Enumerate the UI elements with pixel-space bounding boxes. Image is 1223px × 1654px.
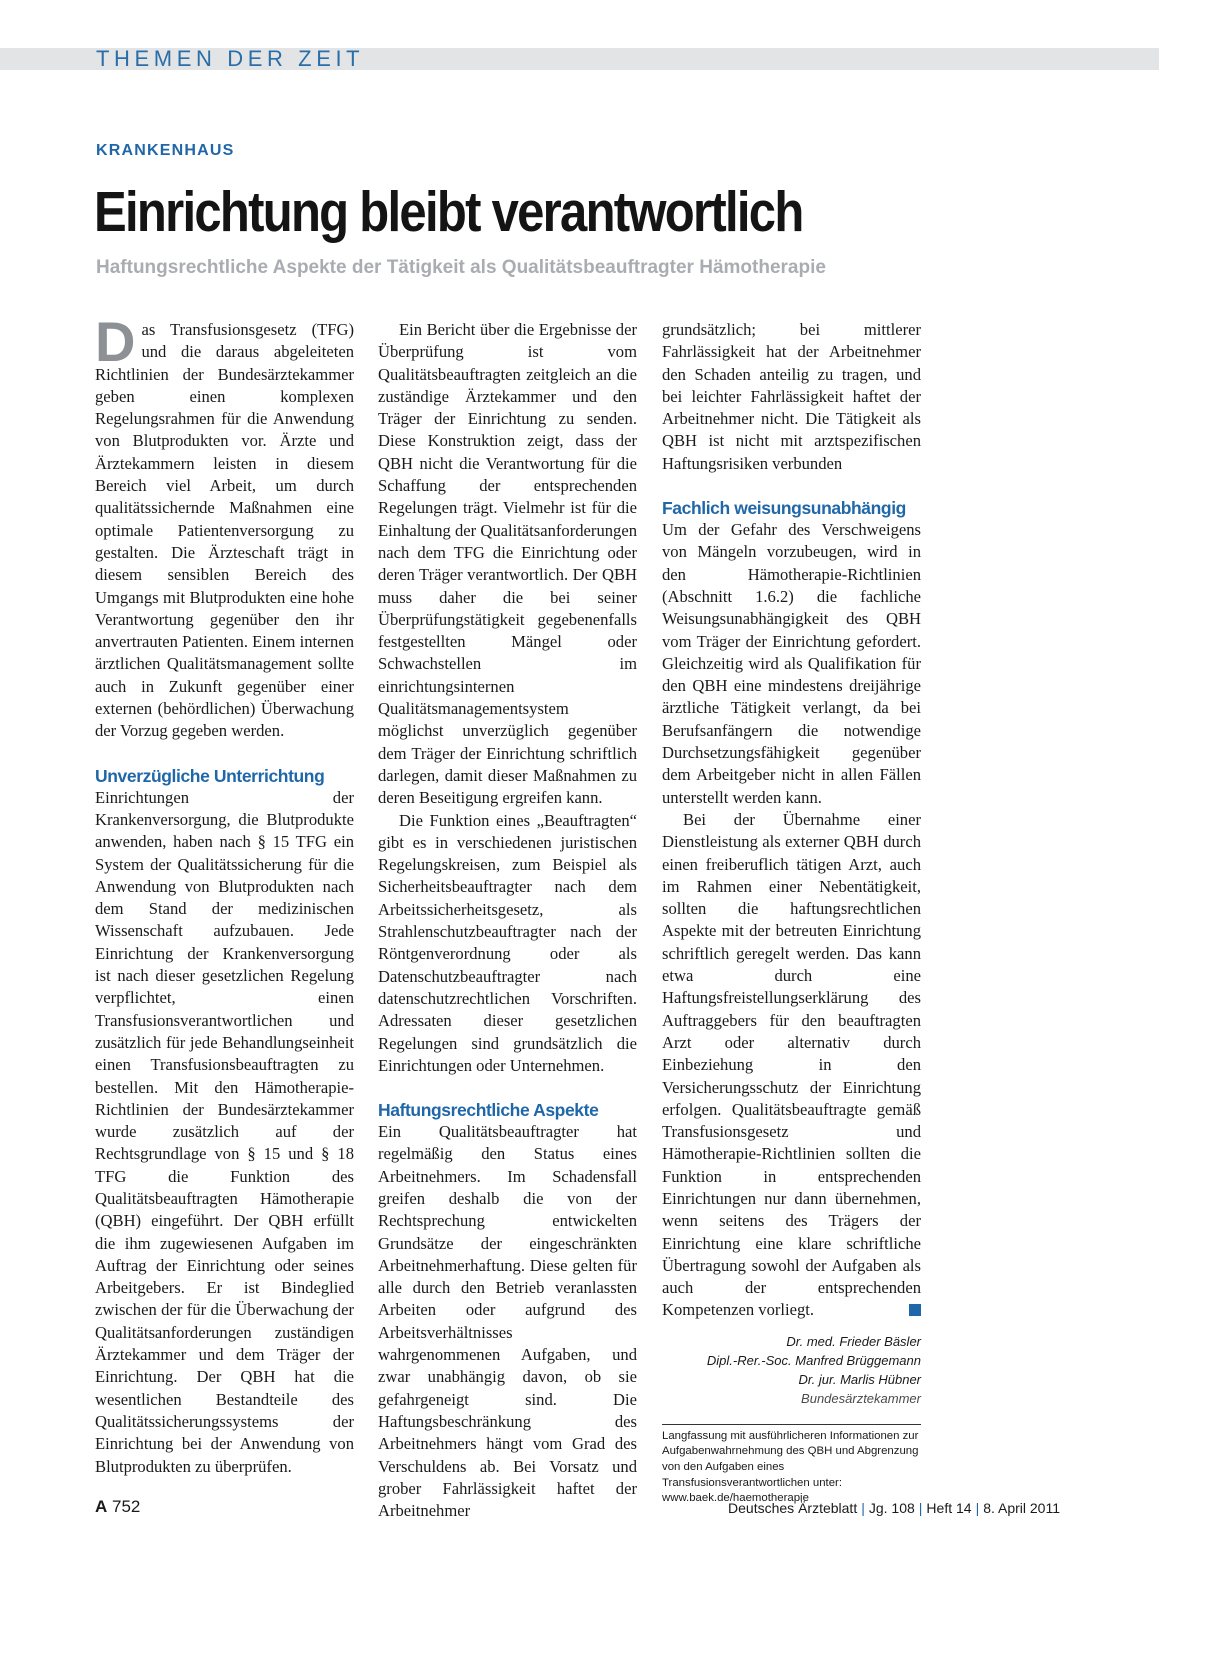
separator: | [975,1500,980,1516]
author-name: Dr. med. Frieder Bäsler [786,1333,921,1349]
journal-footer [728,1500,1060,1516]
journal-volume: Jg. 108 [868,1500,915,1516]
body-paragraph: Einrichtungen der Krankenversorgung, die Blutprodukte anwenden, haben nach § 15 TFG ein System der Qualitätssicherung für die Anwendung von Blutprodukten nach dem Stand der medizinischen Wissenschaft aufzubauen. Jede Einrichtung der Krankenversorgung ist nach dieser gesetzlichen Regelung verpflichtet, einen Transfusionsverantwortlichen und zusätzlich für jede Behandlungseinheit einen Transfusionsbeauftragten zu bestellen. Mit den Hämotherapie-Richtlinien der Bundesärztekammer wurde zusätzlich auf der Rechtsgrundlage von § 15 und § 18 TFG die Funktion des Qualitätsbeauftragten Hämotherapie (QBH) eingeführt. Der QBH erfüllt die ihm zugewiesenen Aufgaben im Auftrag der Einrichtung oder seines Arbeitgebers. Er ist Bindeglied zwischen der für die Überwachung der Qualitätsanforderungen zuständigen Ärztekammer und dem Träger der Einrichtung. Der QBH hat die wesentlichen Bestandteile des Qualitätssicherungssystems der Einrichtung bei der Anwendung von Blutprodukten zu überprüfen. [95,787,354,1476]
journal-date: 8. April 2011 [983,1500,1060,1516]
drop-cap: D [95,310,136,373]
subheading-weisung: Fachlich weisungsunabhängig [662,498,906,519]
section-label: THEMEN DER ZEIT [96,46,365,71]
intro-paragraph [95,310,354,743]
page-number-value: 752 [112,1497,141,1516]
subheading-unterrichtung: Unverzügliche Unterrichtung [95,765,325,786]
intro-text: as Transfusionsgesetz (TFG) und die daraus abgeleiteten Richtlinien der Bundesärztekammer geben einen komplexen Regelungsrahmen für die Anwendung von Blutprodukten vor. Ärzte und Ärztekammern leisten in diesem Bereich viel Arbeit, um durch qualitätssichernde Maßnahmen eine optimale Patientenversorgung zu gestalten. Die Ärzteschaft trägt in diesem sensiblen Bereich des Umgangs mit Blutprodukten eine hohe Verantwortung gegenüber den ihr anvertrauten Patienten. Einem internen ärztlichen Qualitätsmanagement sollte auch in Zukunft gegenüber einer externen (behördlichen) Überwachung der Vorzug gegeben werden. [95,320,354,741]
footnote-box: Langfassung mit ausführlicheren Informationen zur Aufgabenwahrnehmung des QBH und Abgrenzung von den Aufgaben eines Transfusionsverantwortlichen unter: www.baek.de/haemotherapie [662,1424,921,1507]
body-paragraph: Ein Qualitätsbeauftragter hat regelmäßig den Status eines Arbeitnehmers. Im Schadensfall greifen deshalb die von der Rechtsprechung entwickelten Grundsätze der eingeschränkten Arbeitnehmerhaftung. Diese gelten für alle durch den Betrieb veranlassten Arbeiten oder aufgrund des Arbeitsverhältnisses wahrgenommenen Aufgaben, und zwar unabhängig davon, ob sie gefahrgeneigt sind. Die Haftungsbeschränkung des Arbeitnehmers hängt vom Grad des Verschuldens ab. Bei Vorsatz und grober Fahrlässigkeit haftet der Arbeitnehmer [378,1122,637,1521]
closing-text: Bei der Übernahme einer Dienstleistung als externer QBH durch einen freiberuflich tätigen Arzt, auch im Rahmen einer Nebentätigkeit, sollten die haftungsrechtlichen Aspekte mit der betreuten Einrichtung schriftlich geregelt werden. Das kann etwa durch eine Haftungsfreistellungserklärung des Auftraggebers für den beauftragten Arzt oder alternativ durch Einbeziehung in den Versicherungsschutz der Einrichtung erfolgen. Qualitätsbeauftragte gemäß Transfusionsgesetz und Hämotherapie-Richtlinien sollten die Funktion in entsprechenden Einrichtungen nur dann übernehmen, wenn seitens des Trägers der Einrichtung eine klare schriftliche Übertragung sowohl der Aufgaben als auch der entsprechenden Kompetenzen vorliegt. [662,809,921,1320]
page-number [95,1497,140,1517]
body-paragraph: Die Funktion eines „Beauftragten“ gibt es in verschiedenen juristischen Regelungskreisen, zum Beispiel als Sicherheitsbeauftragter nach dem Arbeitssicherheitsgesetz, als Strahlenschutzbeauftragter nach der Röntgenverordnung oder als Datenschutzbeauftragter nach datenschutzrechtlichen Vorschriften. Adressaten dieser gesetzlichen Regelungen sind grundsätzlich die Einrichtungen oder Unternehmen. [378,810,637,1075]
end-mark-icon [909,1304,921,1316]
article-column-2 [378,319,637,1522]
separator: | [918,1500,923,1516]
article-column-3 [662,319,921,1507]
closing-paragraph [662,809,921,1322]
article-column-1 [95,310,354,1478]
article-kicker: KRANKENHAUS [96,142,235,159]
article-subheadline: Haftungsrechtliche Aspekte der Tätigkeit als Qualitätsbeauftragter Hämotherapie [96,257,826,278]
body-paragraph: grundsätzlich; bei mittlerer Fahrlässigkeit hat der Arbeitnehmer den Schaden anteilig zu tragen, und bei leichter Fahrlässigkeit haftet der Arbeitnehmer nicht. Die Tätigkeit als QBH ist nicht mit arztspezifischen Haftungsrisiken verbunden [662,320,921,473]
author-name: Dr. jur. Marlis Hübner [798,1371,921,1387]
author-block [662,1332,921,1408]
body-paragraph: Ein Bericht über die Ergebnisse der Überprüfung ist vom Qualitätsbeauftragten zeitgleich an die zuständige Ärztekammer und den Träger der Einrichtung zu senden. Diese Konstruktion zeigt, dass der QBH nicht die Verantwortung für die Schaffung der entsprechenden Regelungen trägt. Vielmehr ist für die Einhaltung der Qualitätsanforderungen nach dem TFG die Einrichtung oder deren Träger verantwortlich. Der QBH muss daher die bei seiner Überprüfungstätigkeit gegebenenfalls festgestellten Mängel oder Schwachstellen im einrichtungsinternen Qualitätsmanagementsystem möglichst unverzüglich gegenüber dem Träger der Einrichtung schriftlich darlegen, damit dieser Maßnahmen zu deren Beseitigung ergreifen kann. [378,320,637,808]
journal-name: Deutsches Ärzteblatt [728,1500,858,1516]
page-prefix: A [95,1497,108,1516]
author-organization: Bundesärztekammer [801,1390,921,1406]
separator: | [861,1500,865,1516]
body-paragraph: Um der Gefahr des Verschweigens von Mängeln vorzubeugen, wird in den Hämotherapie-Richtlinien (Abschnitt 1.6.2) die fachliche Weisungsunabhängigkeit des QBH vom Träger der Einrichtung gefordert. Gleichzeitig wird als Qualifikation für den QBH eine mindestens dreijährige ärztliche Tätigkeit verlangt, da bei Berufsanfängern die notwendige Durchsetzungsfähigkeit gegenüber dem Arbeitgeber nicht in allen Fällen unterstellt werden kann. [662,520,921,807]
subheading-haftung: Haftungsrechtliche Aspekte [378,1100,599,1121]
author-name: Dipl.-Rer.-Soc. Manfred Brüggemann [706,1352,921,1368]
article-headline: Einrichtung bleibt verantwortlich [94,180,803,244]
journal-issue: Heft 14 [926,1500,972,1516]
